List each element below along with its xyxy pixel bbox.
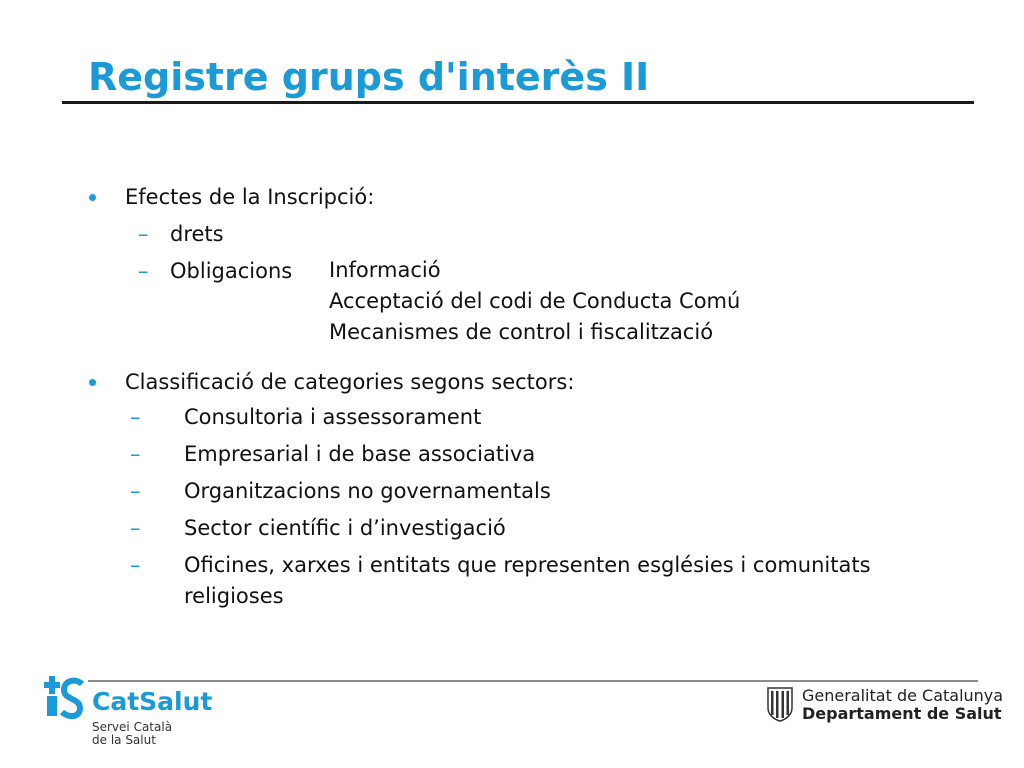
generalitat-emblem-icon [766, 686, 794, 722]
footer-rule-right [368, 680, 978, 682]
catsalut-sub2: de la Salut [92, 733, 156, 747]
list-item: Obligacions [170, 259, 293, 283]
dash-icon: – [138, 259, 149, 283]
dash-icon: – [130, 553, 141, 577]
generalitat-name: Generalitat de Catalunya [802, 686, 1004, 705]
list-item: Empresarial i de base associativa [184, 442, 536, 466]
dash-icon: – [130, 442, 141, 466]
dash-icon: – [130, 516, 141, 540]
slide-title: Registre grups d'interès II [88, 55, 650, 99]
obligation-detail: Informació [329, 258, 441, 282]
dash-icon: – [130, 479, 141, 503]
dash-icon: – [130, 405, 141, 429]
bullet-icon [89, 379, 96, 386]
section-heading: Efectes de la Inscripció: [125, 185, 375, 209]
list-item: Oficines, xarxes i entitats que representen esglésies i comunitats [184, 553, 871, 577]
footer-rule-left [88, 680, 368, 682]
obligation-detail: Acceptació del codi de Conducta Comú [329, 289, 741, 313]
list-item-continuation: religioses [184, 584, 284, 608]
catsalut-name: CatSalut [92, 687, 213, 716]
catsalut-logo-icon [42, 676, 88, 722]
dash-icon: – [138, 222, 149, 246]
list-item: Consultoria i assessorament [184, 405, 482, 429]
obligation-detail: Mecanismes de control i fiscalització [329, 320, 714, 344]
bullet-icon [89, 194, 96, 201]
department-name: Departament de Salut [802, 704, 1002, 723]
list-item: Sector científic i d’investigació [184, 516, 506, 540]
catsalut-sub1: Servei Català [92, 720, 173, 734]
list-item: drets [170, 222, 224, 246]
list-item: Organitzacions no governamentals [184, 479, 551, 503]
section-heading: Classificació de categories segons sectors: [125, 370, 575, 394]
title-underline [62, 101, 974, 104]
